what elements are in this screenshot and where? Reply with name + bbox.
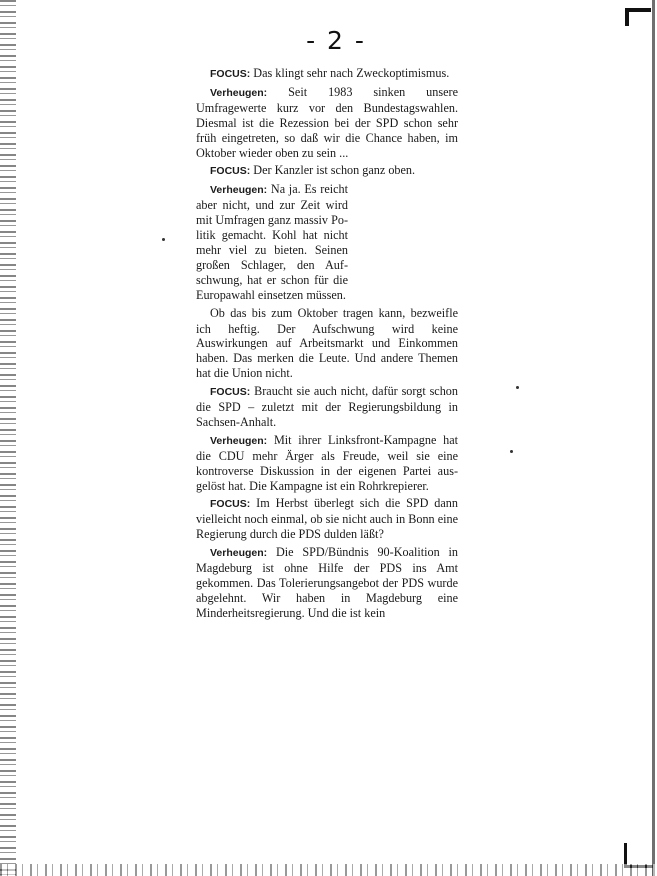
paragraph-text: Im Herbst überlegt sich die SPD dann vielleicht noch einmal, ob sie nicht auch in Bonn eine Regierung durch die PDS dulden läßt? [196,496,458,542]
article-column [196,66,458,624]
paragraph-text: Ob das bis zum Oktober tragen kann, bezweifle ich heftig. Der Aufschwung wird keine Auswirkungen auf Arbeitsmarkt und Einkommen haben. Das merken die Leute. Und andere Themen hat die Union nicht. [196,305,458,381]
paragraph-text: Der Kanzler ist schon ganz oben. [250,163,416,178]
paragraph-text: Seit 1983 sinken unsere Umfragewerte kurz vor den Bundestagswahlen. Diesmal ist die Rezession bei der SPD schon sehr früh eingetreten, so daß wir die Chance haben, im Oktober wieder oben zu sein ... [196,84,458,160]
scan-edge-left [0,0,16,876]
paragraph [196,433,458,494]
speaker-label: Verheugen: [210,434,268,447]
paragraph-text: Mit ihrer Linksfront-Kampagne hat die CDU mehr Ärger als Freude, weil sie eine kontroverse Diskussion in der eigenen Partei ausgelöst hat. Die Kampagne ist ein Rohrkrepierer. [196,432,458,493]
speaker-label: Verheugen: [210,184,268,197]
speck [510,450,513,453]
paragraph [196,384,458,430]
paragraph-text: Die SPD/Bündnis 90-Koalition in Magdeburg ist ohne Hilfe der PDS ins Amt gekommen. Das Tolerierungsangebot der PDS wurde abgelehnt. Wir haben in Magdeburg eine Minderheitsregierung. Und die ist kein [196,545,458,620]
paragraph [196,306,458,382]
speaker-label: Verheugen: [210,86,268,99]
crop-mark-top [625,8,651,26]
paragraph [196,66,458,82]
speaker-label: FOCUS: [210,165,251,178]
paragraph [196,182,348,302]
paragraph [196,496,458,542]
speaker-label: FOCUS: [210,68,251,80]
paragraph [196,85,458,161]
paragraph-text: Na ja. Es reicht aber nicht, und zur Zeit wird mit Umfragen ganz massiv Politik gemacht. Kohl hat nicht mehr viel zu bieten. Seinen großen Schlager, den Aufschwung, hat er schon für die Europawahl einsetzen müssen. [196,182,348,302]
scan-edge-line [652,0,655,876]
paragraph-text: Braucht sie auch nicht, dafür sorgt schon die SPD – zuletzt mit der Regierungsbildung in Sachsen-Anhalt. [196,384,458,429]
speaker-label: FOCUS: [210,386,251,399]
speck [162,238,165,241]
speaker-label: FOCUS: [210,498,251,511]
paragraph-text: Das klingt sehr nach Zweckoptimismus. [250,66,450,80]
page-number: - 2 - [306,26,366,55]
speck [516,386,519,389]
speaker-label: Verheugen: [210,547,268,560]
paragraph [196,545,458,621]
scan-edge-right [623,0,657,876]
paragraph [196,163,458,179]
scan-edge-bottom [0,864,657,876]
